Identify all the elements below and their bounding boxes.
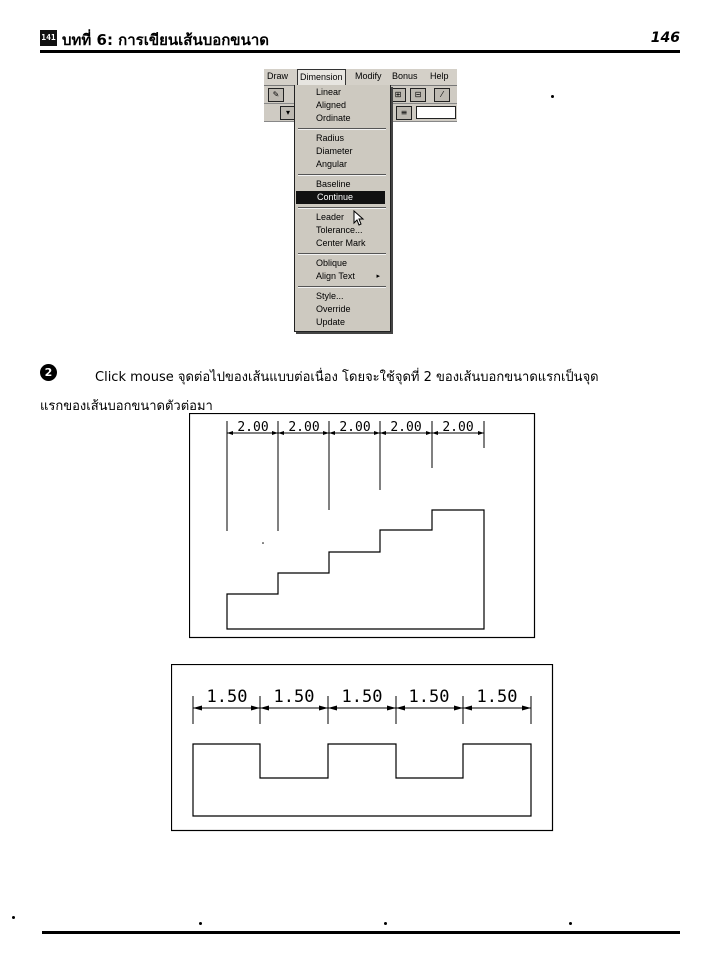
- figure-frame: [190, 414, 535, 638]
- notch-profile: [193, 744, 531, 816]
- dimension-value: 1.50: [273, 687, 315, 707]
- mouse-pointer-icon: [353, 210, 365, 226]
- menu-item-aligned[interactable]: Aligned: [316, 100, 347, 110]
- figure-stair-dimensions: [189, 413, 536, 639]
- step-text-line-1: Click mouse จุดต่อไปของเส้นแบบต่อเนื่อง โดยจะใช้จุดที่ 2 ของเส้นบอกขนาดแรกเป็นจุด: [95, 370, 599, 385]
- menu-item-style[interactable]: Style...: [316, 291, 344, 301]
- menu-item-radius[interactable]: Radius: [316, 133, 345, 143]
- dimension-value: 2.00: [390, 420, 422, 435]
- step-bullet: 2: [40, 364, 57, 381]
- dimension-value: 1.50: [206, 687, 248, 707]
- dimension-value: 2.00: [442, 420, 474, 435]
- dimension-value: 2.00: [339, 420, 371, 435]
- header-rule: [40, 50, 680, 53]
- dropdown-arrow-icon[interactable]: ▾: [280, 106, 296, 120]
- scan-speck: [569, 922, 572, 925]
- menu-item-ordinate[interactable]: Ordinate: [316, 113, 351, 123]
- scan-speck: [12, 916, 15, 919]
- dimension-value: 2.00: [237, 420, 269, 435]
- menu-separator: [298, 286, 386, 288]
- menu-item-tolerance[interactable]: Tolerance...: [316, 225, 363, 235]
- layer-field[interactable]: [416, 106, 456, 119]
- scan-speck: [384, 922, 387, 925]
- scan-speck: [551, 95, 554, 98]
- menu-item-continue[interactable]: Continue: [296, 191, 385, 204]
- menu-bonus[interactable]: Bonus: [392, 71, 418, 81]
- pen-tool-icon[interactable]: ⁄: [434, 88, 450, 102]
- menu-item-angular[interactable]: Angular: [316, 159, 348, 169]
- page-number: 146: [650, 30, 680, 46]
- menu-bar: [264, 69, 457, 86]
- menu-draw[interactable]: Draw: [267, 71, 289, 81]
- menu-item-align-text-label: Align Text: [316, 271, 355, 281]
- chapter-icon: 141: [40, 30, 57, 46]
- menu-dimension[interactable]: Dimension: [297, 69, 346, 85]
- step-text-line-2: แรกของเส้นบอกขนาดตัวต่อมา: [40, 399, 213, 414]
- dimension-value: 1.50: [341, 687, 383, 707]
- dim-linear-icon[interactable]: ⊟: [410, 88, 426, 102]
- dimension-value: 1.50: [408, 687, 450, 707]
- menu-item-diameter[interactable]: Diameter: [316, 146, 353, 156]
- stair-profile: [227, 510, 484, 629]
- menu-item-override[interactable]: Override: [316, 304, 351, 314]
- menu-item-linear[interactable]: Linear: [316, 87, 342, 97]
- dimension-dropdown: [294, 85, 391, 332]
- figure-notch-dimensions: [171, 664, 554, 832]
- menu-separator: [298, 253, 386, 255]
- dimension-value: 2.00: [288, 420, 320, 435]
- menu-modify[interactable]: Modify: [355, 71, 382, 81]
- dimension-menu-screenshot: [264, 69, 457, 331]
- footer-rule: [42, 931, 680, 934]
- scan-speck: [199, 922, 202, 925]
- dim-tool-icon[interactable]: ⊞: [390, 88, 406, 102]
- menu-item-leader[interactable]: Leader: [316, 212, 345, 222]
- menu-item-update[interactable]: Update: [316, 317, 346, 327]
- menu-help[interactable]: Help: [430, 71, 449, 81]
- linetype-icon[interactable]: ≡: [396, 106, 412, 120]
- extension-lines: [227, 421, 484, 531]
- menu-item-center-mark[interactable]: Center Mark: [316, 238, 366, 248]
- menu-separator: [298, 207, 386, 209]
- dimension-value: 1.50: [476, 687, 518, 707]
- menu-item-oblique[interactable]: Oblique: [316, 258, 348, 268]
- submenu-arrow-icon: ▸: [376, 273, 380, 280]
- scan-speck: [262, 542, 264, 544]
- menu-separator: [298, 174, 386, 176]
- chapter-title: บทที่ 6: การเขียนเส้นบอกขนาด: [62, 31, 269, 49]
- menu-item-baseline[interactable]: Baseline: [316, 179, 351, 189]
- menu-item-align-text[interactable]: [295, 270, 386, 283]
- draw-tool-icon[interactable]: ✎: [268, 88, 284, 102]
- menu-separator: [298, 128, 386, 130]
